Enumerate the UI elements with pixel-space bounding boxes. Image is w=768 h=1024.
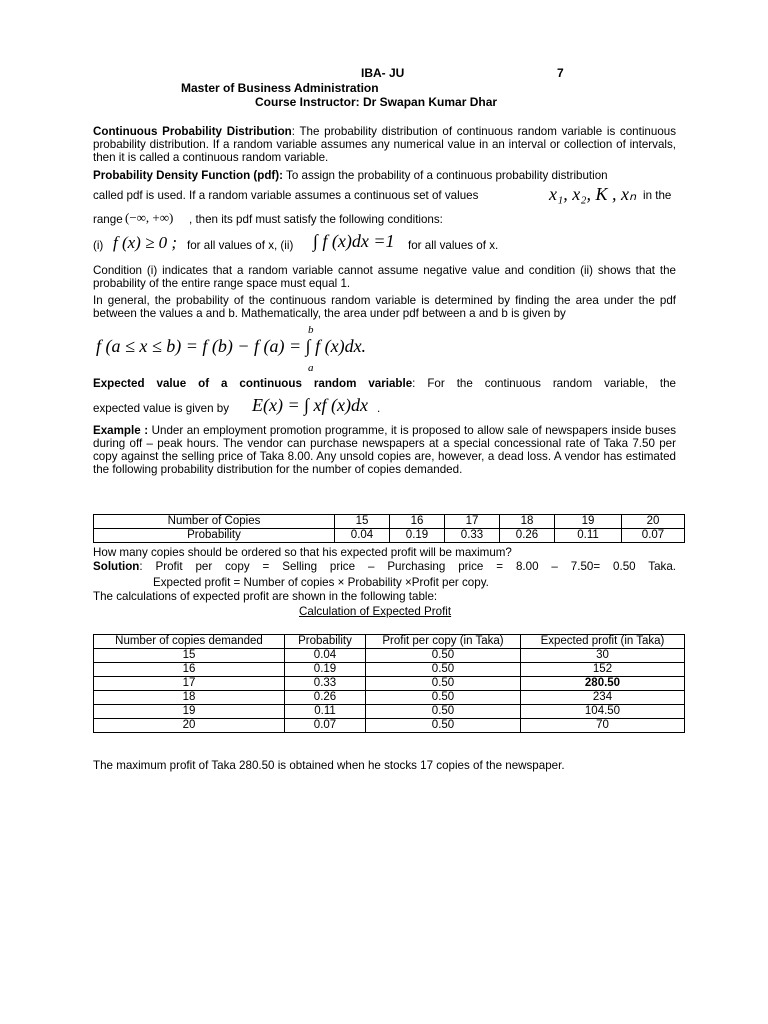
area-formula: f (a ≤ x ≤ b) = f (b) − f (a) = ∫ f (x)dx.: [96, 336, 367, 356]
expected-term: Expected value of a continuous random variable: [93, 377, 413, 390]
column-header: Number of copies demanded: [94, 635, 285, 649]
table-cell: 234: [521, 691, 685, 705]
table-cell: 0.50: [366, 691, 521, 705]
expected-formula: E(x) = ∫ xf (x)dx: [252, 395, 369, 415]
example-paragraph: [93, 424, 676, 476]
cond-i-formula: f (x) ≥ 0 ;: [113, 233, 178, 252]
integral-upper-limit: b: [308, 324, 314, 336]
table-cell: 0.04: [285, 649, 366, 663]
expected-line-1: [93, 377, 676, 390]
solution-line: [93, 560, 676, 573]
continuous-text: : The probability distribution of continuous random variable is continuous probability distribution. If a random variable assumes any numerical value in an interval or collection of intervals, then it is called a continuous random variable.: [93, 125, 677, 164]
expected-formula-end: .: [377, 402, 381, 415]
column-header: Profit per copy (in Taka): [366, 635, 521, 649]
example-label: Example :: [93, 424, 149, 437]
expected-profit-formula: Expected profit = Number of copies × Probability ×Profit per copy.: [153, 576, 489, 589]
program-title: Master of Business Administration: [181, 81, 379, 95]
table-cell: 70: [521, 719, 685, 733]
table-cell: 16: [94, 663, 285, 677]
table-cell: 17: [445, 515, 500, 529]
range-formula: (−∞, +∞): [125, 210, 174, 225]
pdf-line-3b: , then its pdf must satisfy the following conditions:: [189, 213, 443, 226]
table-cell: 0.33: [285, 677, 366, 691]
column-header: Probability: [285, 635, 366, 649]
table-cell: 16: [390, 515, 445, 529]
solution-label: Solution: [93, 560, 140, 573]
solution-text: : Profit per copy = Selling price – Purchasing price = 8.00 – 7.50= 0.50 Taka.: [139, 560, 676, 573]
example-text: Under an employment promotion programme, it is proposed to allow sale of newspapers inside buses during off – peak hours. The vendor can purchase newspapers at a special concessional rate of Taka 7.50 per copy against the selling price of Taka 8.00. Any unsold copies are, however, a dead loss. A vendor has estimated the following probability distribution for the number of copies demanded.: [93, 424, 676, 476]
table-row: [94, 719, 685, 733]
general-text: In general, the probability of the continuous random variable is determined by finding the area under the pdf between the values a and b. Mathematically, the area under pdf between a and b is given by: [93, 294, 676, 320]
distribution-table: [93, 514, 685, 543]
row-label: Probability: [94, 529, 335, 543]
table-caption: Calculation of Expected Profit: [299, 605, 452, 618]
table-cell: 17: [94, 677, 285, 691]
table-cell: 0.50: [366, 705, 521, 719]
table-cell: 30: [521, 649, 685, 663]
pdf-line-2a: called pdf is used. If a random variable assumes a continuous set of values: [93, 189, 479, 202]
table-cell: 0.26: [500, 529, 555, 543]
table-cell: 19: [555, 515, 622, 529]
table-cell: 0.50: [366, 677, 521, 691]
integral-lower-limit: a: [308, 362, 314, 374]
continuous-definition: [93, 125, 676, 164]
table-cell: 0.07: [285, 719, 366, 733]
values-formula: x₁, x₂, K , xₙ: [549, 184, 637, 204]
pdf-term: Probability Density Function (pdf):: [93, 169, 284, 182]
row-label: Number of Copies: [94, 515, 335, 529]
cond-ii-text: for all values of x.: [408, 239, 499, 252]
cond-ii-formula: ∫ f (x)dx =1: [313, 231, 395, 251]
table-cell: 0.19: [390, 529, 445, 543]
table-cell: 0.19: [285, 663, 366, 677]
pdf-text-1: To assign the probability of a continuous probability distribution: [283, 169, 608, 182]
table-row: [94, 705, 685, 719]
table-cell: 0.04: [335, 529, 390, 543]
table-cell: 0.11: [555, 529, 622, 543]
course-instructor: Course Instructor: Dr Swapan Kumar Dhar: [255, 95, 498, 109]
page-number: 7: [557, 66, 564, 80]
table-cell: 20: [94, 719, 285, 733]
column-header: Expected profit (in Taka): [521, 635, 685, 649]
cond-i-text: for all values of x, (ii): [187, 239, 294, 252]
table-cell: 0.50: [366, 719, 521, 733]
table-cell: 15: [335, 515, 390, 529]
table-cell: 20: [622, 515, 685, 529]
table-cell: 18: [500, 515, 555, 529]
expected-text: : For the continuous random variable, the: [412, 377, 676, 390]
table-cell: 152: [521, 663, 685, 677]
table-cell: 19: [94, 705, 285, 719]
table-row: [94, 529, 685, 543]
table-cell: 0.26: [285, 691, 366, 705]
pdf-line-2b: in the: [643, 189, 672, 202]
table-cell: 18: [94, 691, 285, 705]
table-row: [94, 677, 685, 691]
condition-text: Condition (i) indicates that a random variable cannot assume negative value and condition (ii) shows that the probability of the entire range space must equal 1.: [93, 264, 676, 290]
continuous-term: Continuous Probability Distribution: [93, 125, 292, 138]
table-row: [94, 515, 685, 529]
table-cell: 0.11: [285, 705, 366, 719]
table-row: [94, 663, 685, 677]
table-row: [94, 691, 685, 705]
pdf-line-1: [93, 169, 676, 182]
table-cell: 104.50: [521, 705, 685, 719]
question-text: How many copies should be ordered so that his expected profit will be maximum?: [93, 546, 512, 559]
profit-table: [93, 634, 685, 733]
institution: IBA- JU: [361, 66, 405, 80]
pdf-line-3a: range: [93, 213, 123, 226]
table-cell: 0.50: [366, 649, 521, 663]
conclusion-text: The maximum profit of Taka 280.50 is obtained when he stocks 17 copies of the newspaper.: [93, 759, 565, 772]
max-profit-cell: 280.50: [521, 677, 685, 691]
calculation-intro: The calculations of expected profit are shown in the following table:: [93, 590, 438, 603]
table-row: [94, 649, 685, 663]
table-cell: 0.33: [445, 529, 500, 543]
expected-line-2: expected value is given by: [93, 402, 229, 415]
table-cell: 0.07: [622, 529, 685, 543]
table-cell: 15: [94, 649, 285, 663]
table-header-row: [94, 635, 685, 649]
cond-i-label: (i): [93, 239, 104, 252]
table-cell: 0.50: [366, 663, 521, 677]
